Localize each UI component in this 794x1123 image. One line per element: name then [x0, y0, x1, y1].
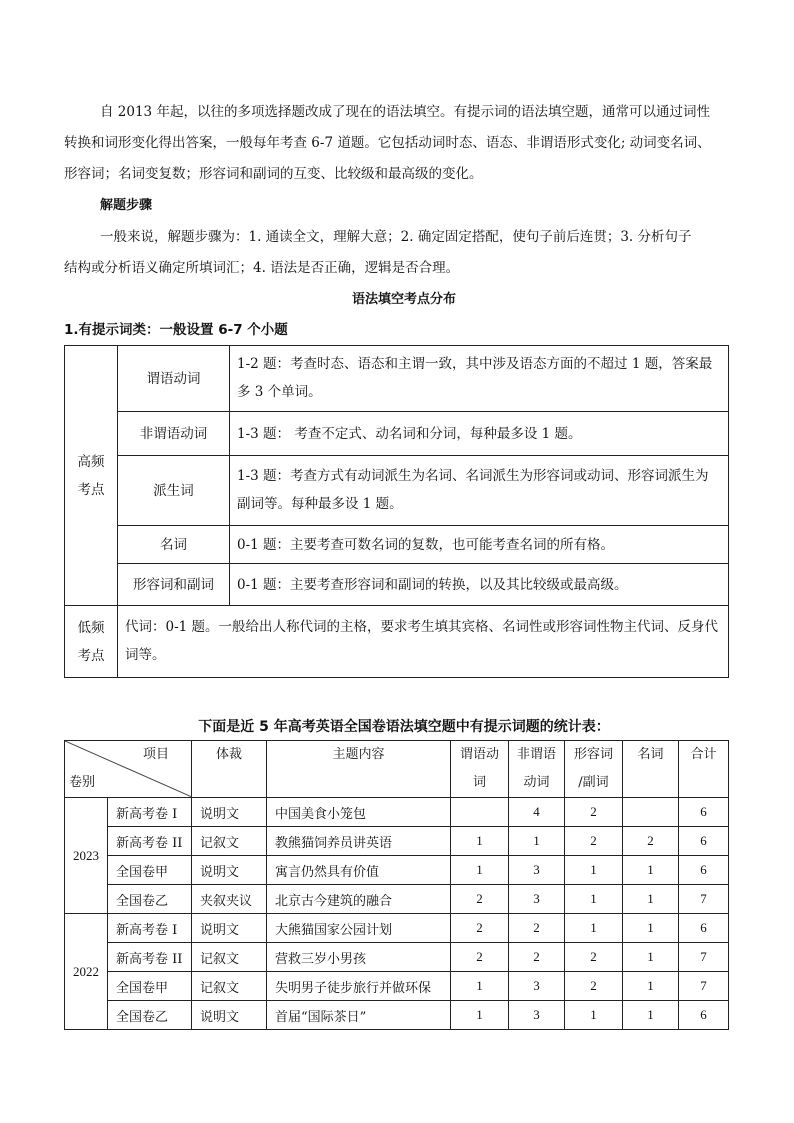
table-row [65, 856, 729, 885]
table-row [65, 885, 729, 914]
category-cell: 非谓语动词 [118, 412, 230, 456]
noun-count: 1 [623, 972, 679, 1001]
genre-cell: 说明文 [192, 1001, 267, 1030]
noun-count: 1 [623, 885, 679, 914]
table-row [65, 606, 729, 678]
verb-count: 1 [451, 972, 509, 1001]
intro-paragraph-cont [64, 128, 744, 190]
steps-paragraph-cont [64, 253, 744, 284]
exam-points-table [64, 345, 729, 678]
topic-cell: 大熊猫国家公园计划 [267, 914, 451, 943]
table-row [65, 346, 729, 412]
topic-cell: 寓言仍然具有价值 [267, 856, 451, 885]
intro-line-2: 转换和词形变化得出答案，一般每年考查 6-7 道题。它包括动词时态、语态、非谓语形式变化; 动词变名词、 [64, 135, 711, 151]
verb-count: 1 [451, 827, 509, 856]
paper-cell: 新高考卷 II [108, 943, 192, 972]
description-cell: 1-3 题：考查方式有动词派生为名词、名词派生为形容词或动词、形容词派生为副词等。每种最多设 1 题。 [230, 456, 729, 526]
nonfinite-count: 2 [509, 943, 565, 972]
verb-count: 2 [451, 885, 509, 914]
noun-count [623, 798, 679, 827]
total-count: 7 [679, 885, 729, 914]
year-cell: 2023 [65, 798, 108, 914]
total-count: 6 [679, 827, 729, 856]
paper-cell: 全国卷乙 [108, 1001, 192, 1030]
intro-paragraph [64, 97, 744, 128]
adj-count: 2 [565, 798, 623, 827]
corner-bottom-label: 卷别 [69, 775, 96, 790]
nonfinite-count: 3 [509, 885, 565, 914]
header-topic: 主题内容 [267, 741, 451, 798]
description-cell: 0-1 题：主要考查可数名词的复数，也可能考查名词的所有格。 [230, 526, 729, 564]
intro-line-3: 形容词；名词变复数；形容词和副词的互变、比较级和最高级的变化。 [64, 166, 483, 182]
category-cell: 谓语动词 [118, 346, 230, 412]
table-row [65, 526, 729, 564]
total-count: 7 [679, 972, 729, 1001]
topic-cell: 失明男子徒步旅行并做环保 [267, 972, 451, 1001]
noun-count: 1 [623, 943, 679, 972]
table-row [65, 564, 729, 606]
noun-count: 2 [623, 827, 679, 856]
header-nonfinite: 非谓语 动词 [509, 741, 565, 798]
low-frequency-description: 代词：0-1 题。一般给出人称代词的主格，要求考生填其宾格、名词性或形容词性物主代词、反身代词等。 [118, 606, 729, 678]
topic-cell: 首届“国际茶日” [267, 1001, 451, 1030]
adj-count: 1 [565, 1001, 623, 1030]
table-row [65, 943, 729, 972]
steps-line-2: 结构或分析语义确定所填词汇；4. 语法是否正确，逻辑是否合理。 [64, 260, 460, 276]
adj-count: 1 [565, 885, 623, 914]
statistics-table [64, 740, 729, 1030]
corner-top-label: 项目 [142, 747, 169, 762]
topic-cell: 营救三岁小男孩 [267, 943, 451, 972]
total-count: 6 [679, 856, 729, 885]
high-frequency-label: 高频 考点 [65, 346, 118, 606]
paper-cell: 新高考卷 I [108, 798, 192, 827]
table-row [65, 456, 729, 526]
steps-heading: 解题步骤 [100, 198, 153, 213]
noun-count: 1 [623, 914, 679, 943]
noun-count: 1 [623, 1001, 679, 1030]
description-cell: 1-2 题：考查时态、语态和主谓一致，其中涉及语态方面的不超过 1 题，答案最多 3 个单词。 [230, 346, 729, 412]
intro-line-1: 自 2013 年起，以往的多项选择题改成了现在的语法填空。有提示词的语法填空题，通常可以通过词性 [100, 104, 710, 120]
steps-paragraph [64, 222, 744, 253]
header-genre: 体裁 [192, 741, 267, 798]
adj-count: 2 [565, 972, 623, 1001]
nonfinite-count: 4 [509, 798, 565, 827]
total-count: 6 [679, 798, 729, 827]
description-cell: 0-1 题：主要考查形容词和副词的转换，以及其比较级或最高级。 [230, 564, 729, 606]
genre-cell: 记叙文 [192, 943, 267, 972]
verb-count: 2 [451, 914, 509, 943]
category-cell: 形容词和副词 [118, 564, 230, 606]
topic-cell: 教熊猫饲养员讲英语 [267, 827, 451, 856]
nonfinite-count: 1 [509, 827, 565, 856]
genre-cell: 说明文 [192, 914, 267, 943]
total-count: 6 [679, 1001, 729, 1030]
verb-count [451, 798, 509, 827]
table-row [65, 798, 729, 827]
steps-line-1: 一般来说，解题步骤为：1. 通读全文，理解大意；2. 确定固定搭配，使句子前后连贯；3. 分析句子 [100, 229, 692, 245]
noun-count: 1 [623, 856, 679, 885]
category-cell: 名词 [118, 526, 230, 564]
paper-cell: 全国卷甲 [108, 972, 192, 1001]
distribution-title: 语法填空考点分布 [351, 292, 456, 307]
genre-cell: 记叙文 [192, 827, 267, 856]
paper-cell: 全国卷乙 [108, 885, 192, 914]
topic-cell: 北京古今建筑的融合 [267, 885, 451, 914]
verb-count: 2 [451, 943, 509, 972]
table-row [65, 412, 729, 456]
header-verb: 谓语动 词 [451, 741, 509, 798]
total-count: 6 [679, 914, 729, 943]
total-count: 7 [679, 943, 729, 972]
table-row [65, 914, 729, 943]
corner-header [65, 741, 192, 798]
adj-count: 1 [565, 856, 623, 885]
header-noun: 名词 [623, 741, 679, 798]
year-cell: 2022 [65, 914, 108, 1030]
table-2-title: 下面是近 5 年高考英语全国卷语法填空题中有提示词题的统计表： [198, 719, 610, 735]
genre-cell: 记叙文 [192, 972, 267, 1001]
header-total: 合计 [679, 741, 729, 798]
table-row [65, 972, 729, 1001]
nonfinite-count: 2 [509, 914, 565, 943]
table-row [65, 827, 729, 856]
paper-cell: 新高考卷 I [108, 914, 192, 943]
table-row [65, 1001, 729, 1030]
nonfinite-count: 3 [509, 856, 565, 885]
adj-count: 2 [565, 827, 623, 856]
category-cell: 派生词 [118, 456, 230, 526]
table-header-row [65, 741, 729, 798]
verb-count: 1 [451, 856, 509, 885]
paper-cell: 全国卷甲 [108, 856, 192, 885]
header-adj-adv: 形容词 /副词 [565, 741, 623, 798]
description-cell: 1-3 题： 考查不定式、动名词和分词，每种最多设 1 题。 [230, 412, 729, 456]
genre-cell: 夹叙夹议 [192, 885, 267, 914]
verb-count: 1 [451, 1001, 509, 1030]
adj-count: 1 [565, 914, 623, 943]
nonfinite-count: 3 [509, 1001, 565, 1030]
nonfinite-count: 3 [509, 972, 565, 1001]
genre-cell: 说明文 [192, 856, 267, 885]
genre-cell: 说明文 [192, 798, 267, 827]
section-1-title: 1.有提示词类：一般设置 6-7 个小题 [64, 322, 288, 338]
topic-cell: 中国美食小笼包 [267, 798, 451, 827]
paper-cell: 新高考卷 II [108, 827, 192, 856]
adj-count: 2 [565, 943, 623, 972]
low-frequency-label: 低频 考点 [65, 606, 118, 678]
